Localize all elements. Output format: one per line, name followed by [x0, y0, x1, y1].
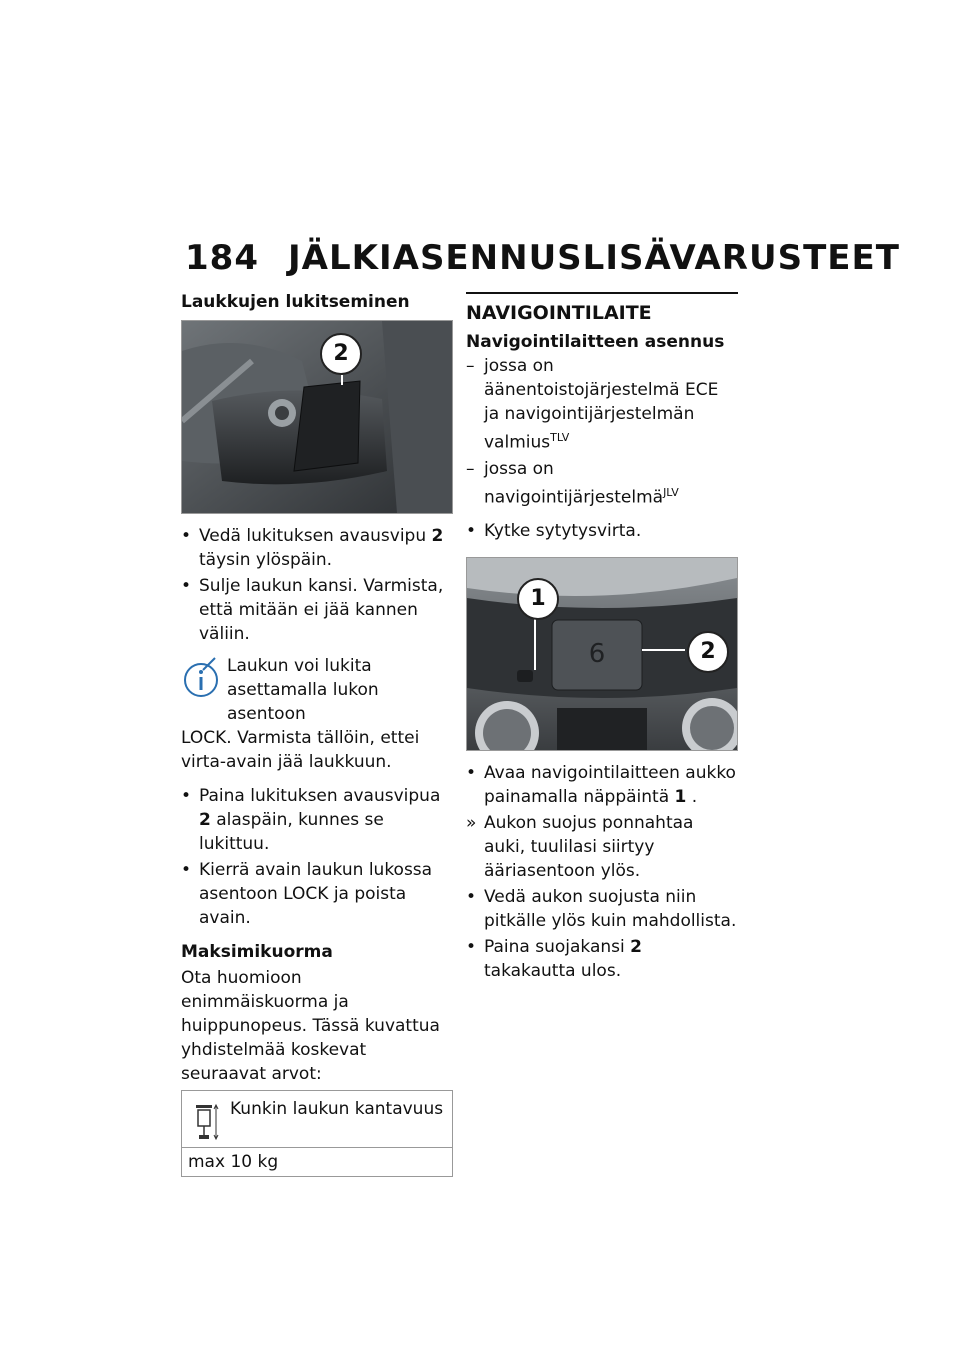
reference-number: 2 — [630, 937, 642, 958]
list-item — [466, 935, 738, 983]
step-text: Vedä lukituksen avausvipu — [199, 526, 432, 546]
step-text: Avaa navigointilaitteen aukko painamalla näppäintä — [484, 763, 736, 808]
reference-number: 1 — [674, 787, 687, 808]
navigation-install-heading: Navigointilaitteen asennus — [466, 332, 725, 352]
svg-text:6: 6 — [588, 639, 606, 670]
list-item — [181, 524, 451, 572]
spec-value: max 10 kg — [188, 1152, 279, 1172]
reference-number: 2 — [199, 810, 211, 830]
note-text: LOCK. Varmista tällöin, ettei virta-avain jää laukkuun. — [181, 728, 420, 772]
variant-code: JLV — [663, 485, 679, 499]
bullet-marker: • — [466, 521, 477, 542]
spec-label: Kunkin laukun kantavuus — [230, 1099, 444, 1119]
section-title-navigation: NAVIGOINTILAITE — [466, 292, 738, 324]
info-note — [181, 654, 451, 774]
list-item — [466, 885, 738, 933]
left-column — [181, 292, 451, 1177]
condition-text: jossa on äänentoistojärjestelmä ECE ja navigointijärjestelmän valmius — [484, 356, 719, 453]
step-text: alaspäin, kunnes se lukittuu. — [199, 810, 384, 854]
step-text: täysin ylöspäin. — [199, 550, 333, 570]
dash-marker: – — [466, 458, 475, 479]
figure-callout-1: 1 — [517, 578, 559, 620]
figure-callout-2: 2 — [687, 631, 729, 673]
variant-code: TLV — [550, 431, 570, 444]
dash-marker: – — [466, 356, 475, 376]
bullet-marker: • — [466, 763, 477, 784]
list-item — [466, 761, 738, 809]
ignition-step — [466, 519, 738, 543]
chapter-title: JÄLKIASENNUSLISÄVARUSTEET — [288, 238, 900, 278]
note-text-line: Laukun voi lukita asettamalla lukon asentoon — [227, 656, 379, 724]
step-text: Kytke sytytysvirta. — [484, 521, 642, 542]
list-item — [466, 457, 738, 510]
bag-lock-steps-2 — [181, 784, 451, 930]
step-text: Sulje laukun kansi. Varmista, että mitään ei jää kannen väliin. — [199, 576, 444, 644]
bag-lock-steps — [181, 524, 451, 646]
bullet-marker: • — [181, 526, 192, 546]
max-load-text: Ota huomioon enimmäiskuorma ja huippunopeus. Tässä kuvattua yhdistelmää koskevat seuraavat arvot: — [181, 968, 440, 1084]
navigation-figure — [466, 557, 738, 751]
bullet-marker: • — [181, 786, 192, 806]
step-text: Paina lukituksen avausvipua — [199, 786, 441, 806]
reference-number: 2 — [431, 526, 444, 546]
list-item — [181, 858, 451, 930]
step-text: Paina suojakansi — [484, 937, 631, 958]
spec-header — [182, 1091, 452, 1148]
bag-lock-figure — [181, 320, 453, 514]
step-text: . — [686, 787, 698, 808]
list-item — [466, 354, 738, 455]
bullet-marker: • — [181, 576, 192, 596]
bag-lock-illustration — [182, 321, 452, 513]
max-load-heading: Maksimikuorma — [181, 942, 333, 962]
bullet-marker: • — [466, 887, 477, 908]
page-number: 184 — [185, 238, 259, 278]
list-item — [181, 784, 451, 856]
load-weight-icon — [194, 1101, 220, 1141]
right-column — [466, 292, 738, 989]
bullet-marker: • — [181, 860, 192, 880]
info-icon — [181, 656, 223, 698]
condition-text: jossa on navigointijärjestelmä — [484, 458, 664, 508]
navigation-steps — [466, 761, 738, 983]
result-marker: » — [466, 813, 477, 834]
section-heading-bag-locking: Laukkujen lukitseminen — [181, 292, 410, 312]
figure-callout-2: 2 — [320, 333, 362, 375]
list-item — [466, 519, 738, 543]
list-item — [466, 811, 738, 883]
step-text: takakautta ulos. — [484, 961, 622, 982]
load-spec-table — [181, 1090, 453, 1177]
applicability-list — [466, 354, 738, 509]
step-text: Vedä aukon suojusta niin pitkälle ylös kuin mahdollista. — [484, 887, 737, 932]
list-item — [181, 574, 451, 646]
result-text: Aukon suojus ponnahtaa auki, tuulilasi siirtyy ääriasentoon ylös. — [484, 813, 694, 882]
step-text: Kierrä avain laukun lukossa asentoon LOCK ja poista avain. — [199, 860, 433, 928]
bullet-marker: • — [466, 937, 477, 958]
